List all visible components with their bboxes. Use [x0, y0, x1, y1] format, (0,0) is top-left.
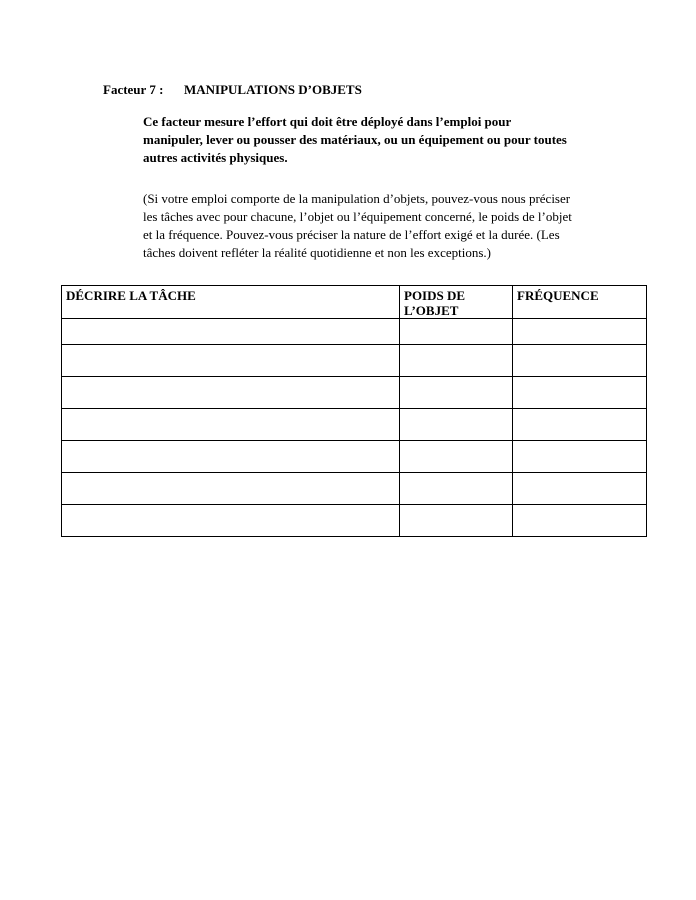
frequency-cell[interactable] — [513, 319, 647, 345]
task-cell[interactable] — [62, 319, 400, 345]
task-cell[interactable] — [62, 345, 400, 377]
weight-cell[interactable] — [400, 473, 513, 505]
task-cell[interactable] — [62, 441, 400, 473]
instructions-paragraph — [143, 190, 623, 262]
header-weight — [400, 286, 513, 319]
header-weight-line2: L’OBJET — [404, 303, 459, 318]
frequency-cell[interactable] — [513, 377, 647, 409]
instructions-line: tâches doivent refléter la réalité quotidienne et non les exceptions.) — [143, 245, 491, 260]
table-row — [62, 441, 647, 473]
header-task: DÉCRIRE LA TÂCHE — [62, 286, 400, 319]
factor-title: MANIPULATIONS D’OBJETS — [184, 82, 362, 97]
task-cell[interactable] — [62, 409, 400, 441]
task-table — [61, 285, 647, 537]
weight-cell[interactable] — [400, 441, 513, 473]
table-row — [62, 409, 647, 441]
section-heading — [103, 82, 362, 98]
weight-cell[interactable] — [400, 409, 513, 441]
table-row — [62, 319, 647, 345]
header-weight-line1: POIDS DE — [404, 288, 466, 303]
header-frequency: FRÉQUENCE — [513, 286, 647, 319]
weight-cell[interactable] — [400, 377, 513, 409]
instructions-line: et la fréquence. Pouvez-vous préciser la nature de l’effort exigé et la durée. (Les — [143, 227, 560, 242]
table-row — [62, 505, 647, 537]
table-row — [62, 377, 647, 409]
weight-cell[interactable] — [400, 319, 513, 345]
weight-cell[interactable] — [400, 345, 513, 377]
frequency-cell[interactable] — [513, 345, 647, 377]
instructions-line: les tâches avec pour chacune, l’objet ou l’équipement concerné, le poids de l’objet — [143, 209, 572, 224]
intro-line: autres activités physiques. — [143, 150, 288, 165]
table-header-row — [62, 286, 647, 319]
weight-cell[interactable] — [400, 505, 513, 537]
table-row — [62, 345, 647, 377]
instructions-line: (Si votre emploi comporte de la manipulation d’objets, pouvez-vous nous préciser — [143, 191, 571, 206]
task-cell[interactable] — [62, 505, 400, 537]
task-cell[interactable] — [62, 377, 400, 409]
intro-line: manipuler, lever ou pousser des matériaux, ou un équipement ou pour toutes — [143, 132, 567, 147]
table-row — [62, 473, 647, 505]
intro-paragraph — [143, 113, 623, 167]
frequency-cell[interactable] — [513, 473, 647, 505]
frequency-cell[interactable] — [513, 441, 647, 473]
frequency-cell[interactable] — [513, 505, 647, 537]
task-cell[interactable] — [62, 473, 400, 505]
intro-line: Ce facteur mesure l’effort qui doit être déployé dans l’emploi pour — [143, 114, 512, 129]
factor-label: Facteur 7 : — [103, 82, 164, 97]
frequency-cell[interactable] — [513, 409, 647, 441]
